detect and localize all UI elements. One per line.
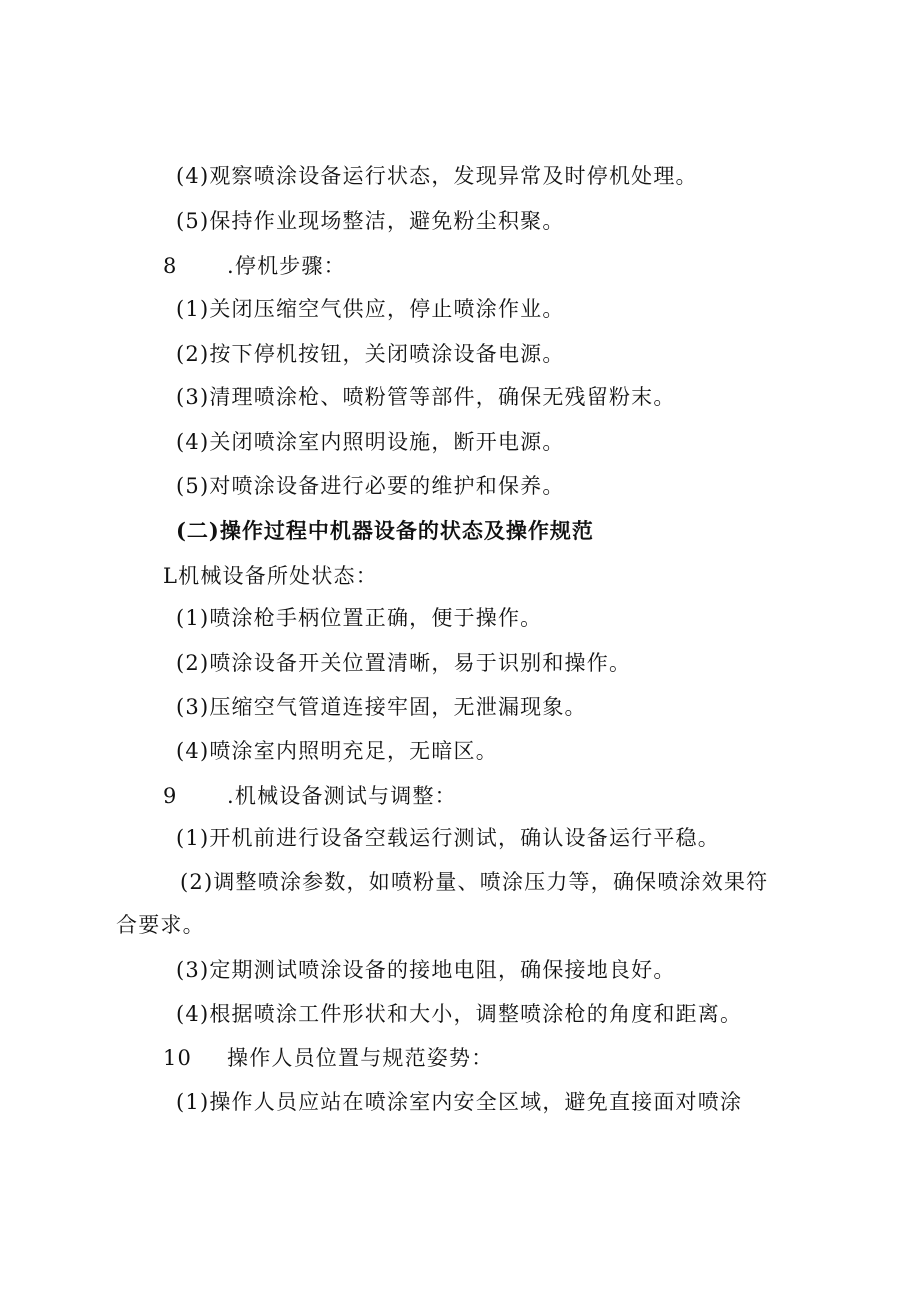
list-item: (2)喷涂设备开关位置清晰，易于识别和操作。 [176, 651, 632, 675]
list-item: (4)喷涂室内照明充足，无暗区。 [176, 739, 498, 763]
section-title: .机械设备测试与调整： [227, 784, 457, 808]
section-title: 操作人员位置与规范姿势： [227, 1046, 494, 1070]
list-item: (3)清理喷涂枪、喷粉管等部件，确保无残留粉末。 [176, 385, 676, 409]
list-item-continuation: 合要求。 [116, 913, 205, 937]
section-number: 9 [163, 784, 178, 808]
section-heading-10 [163, 1043, 493, 1073]
list-item: (3)定期测试喷涂设备的接地电阻，确保接地良好。 [176, 958, 676, 982]
section-title: .停机步骤： [227, 254, 346, 278]
list-item: (4)观察喷涂设备运行状态，发现异常及时停机处理。 [176, 164, 698, 188]
list-item: (1)操作人员应站在喷涂室内安全区域，避免直接面对喷涂 [176, 1090, 743, 1114]
section-number: 8 [163, 254, 178, 278]
list-item: (2)按下停机按钮，关闭喷涂设备电源。 [176, 342, 565, 366]
list-item: (3)压缩空气管道连接牢固，无泄漏现象。 [176, 695, 587, 719]
list-item: (4)关闭喷涂室内照明设施，断开电源。 [176, 430, 565, 454]
subsection-heading: (二)操作过程中机器设备的状态及操作规范 [176, 518, 594, 543]
list-item: (1)开机前进行设备空载运行测试，确认设备运行平稳。 [176, 826, 720, 850]
section-heading-9 [163, 781, 457, 811]
list-item: (1)关闭压缩空气供应，停止喷涂作业。 [176, 297, 565, 321]
list-item: (5)保持作业现场整洁，避免粉尘积聚。 [176, 209, 565, 233]
list-item: (1)喷涂枪手柄位置正确，便于操作。 [176, 606, 543, 630]
list-item: (2)调整喷涂参数，如喷粉量、喷涂压力等，确保喷涂效果符 [180, 870, 769, 894]
list-item: (4)根据喷涂工件形状和大小，调整喷涂枪的角度和距离。 [176, 1002, 743, 1026]
list-item: (5)对喷涂设备进行必要的维护和保养。 [176, 474, 565, 498]
section-heading-8 [163, 251, 346, 281]
paragraph: L机械设备所处状态： [163, 564, 378, 588]
section-number: 10 [163, 1046, 193, 1070]
